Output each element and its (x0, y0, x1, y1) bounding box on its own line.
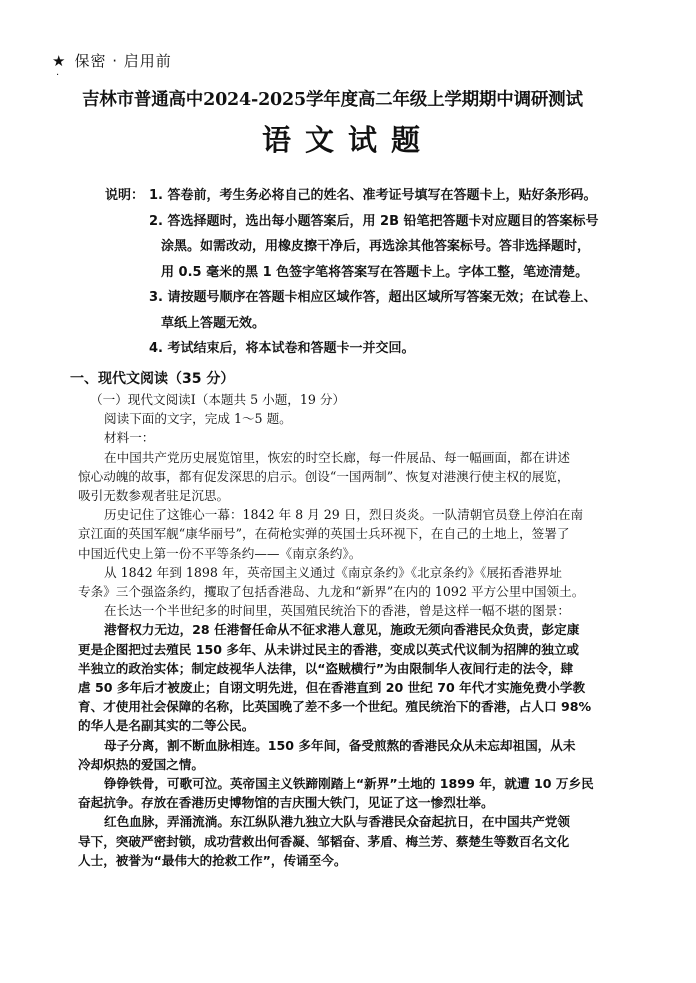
star-icon: ★ (52, 52, 67, 70)
instruction-item: 4. 考试结束后，将本试卷和答题卡一并交回。 (149, 341, 415, 356)
passage-line: 惊心动魄的故事，都有促发深思的启示。创设“一国两制”、恢复对港澳行使主权的展览， (78, 468, 570, 484)
subject-title: 语文试题 (261, 123, 434, 157)
passage-line: 红色血脉，弄涌流淌。东江纵队港九独立大队与香港民众奋起抗日，在中国共产党领 (104, 814, 570, 830)
instruction-text: 用 0.5 毫米的黑 1 色签字笔将答案写在答题卡上。字体工整，笔迹清楚。 (161, 264, 589, 280)
instruction-item: 2. 答选择题时，选出每小题答案后，用 2B 铅笔把答题卡对应题目的答案标号 (149, 213, 599, 229)
passage-line: 阅读下面的文字，完成 1～5 题。 (104, 411, 292, 427)
confidential-mark (52, 50, 172, 71)
passage-line: 半独立的政治实体；制定歧视华人法律，以“盗贼横行”为由限制华人夜间行走的法令，肆 (78, 660, 574, 676)
instruction-text: 草纸上答题无效。 (161, 315, 266, 331)
passage-line: 虐 50 多年后才被废止；自诩文明先进，但在香港直到 20 世纪 70 年代才实施免费小学教 (78, 680, 586, 696)
passage-line: 的华人是名副其实的二等公民。 (78, 718, 255, 734)
passage-line: 导下，突破严密封锁，成功营救出何香凝、邹韬奋、茅盾、梅兰芳、蔡楚生等数百名文化 (78, 833, 570, 849)
confidential-text: 保密 · 启用前 (74, 52, 172, 70)
instruction-item: 3. 请按题号顺序在答题卡相应区域作答，超出区域所写答案无效；在试卷上、 (149, 290, 597, 305)
passage-line: 港督权力无边，28 任港督任命从不征求港人意见，施政无须向香港民众负责，彭定康 (104, 622, 580, 638)
dot-mark: · (56, 70, 60, 81)
passage-line: 专条》三个强盗条约，攫取了包括香港岛、九龙和“新界”在内的 1092 平方公里中国领土。 (78, 584, 585, 600)
material-label: 材料一： (104, 430, 155, 446)
passage-line: 育、才使用社会保障的名称，比英国晚了差不多一个世纪。殖民统治下的香港，占人口 98% (78, 699, 592, 715)
instruction-item (105, 183, 625, 209)
section-heading: 一、现代文阅读（35 分） (70, 371, 235, 387)
passage-line: 奋起抗争。存放在香港历史博物馆的吉庆围大铁门，见证了这一惨烈壮举。 (78, 795, 494, 811)
passage-line: 人士，被誉为“最伟大的抢救工作”，传诵至今。 (78, 852, 347, 868)
passage-line: 母子分离，割不断血脉相连。150 多年间，备受煎熬的香港民众从未忘却祖国，从未 (104, 737, 576, 753)
passage-line: 冷却炽热的爱国之情。 (78, 756, 204, 772)
instructions-label: 说明： (105, 188, 145, 203)
reading-passage (78, 390, 626, 870)
passage-line: 京江面的英国军舰“康华丽号”，在荷枪实弹的英国士兵环视下，在自己的土地上，签署了 (78, 526, 570, 542)
passage-line: 更是企图把过去殖民 150 多年、从未讲过民主的香港，变成以英式代议制为招牌的独立或 (78, 641, 580, 657)
instruction-text: 1. 答卷前，考生务必将自己的姓名、准考证号填写在答题卡上，贴好条形码。 (149, 188, 597, 203)
passage-line: 历史记住了这锥心一幕：1842 年 8 月 29 日，烈日炎炎。一队清朝官员登上停泊在南 (104, 507, 584, 523)
passage-line: 从 1842 年到 1898 年，英帝国主义通过《南京条约》《北京条约》《展拓香港界址 (104, 564, 562, 580)
passage-line: 吸引无数参观者驻足沉思。 (78, 488, 230, 504)
passage-line: 铮铮铁骨，可歌可泣。英帝国主义铁蹄刚踏上“新界”土地的 1899 年，就遭 10 万乡民 (104, 776, 594, 792)
exam-title: 吉林市普通高中2024-2025学年度高二年级上学期期中调研测试 (82, 90, 583, 110)
instructions (105, 183, 625, 362)
question-group-title: （一）现代文阅读Ⅰ（本题共 5 小题，19 分） (90, 392, 346, 407)
passage-line: 中国近代史上第一份不平等条约——《南京条约》。 (78, 545, 362, 561)
instruction-text: 涂黑。如需改动，用橡皮擦干净后，再选涂其他答案标号。答非选择题时， (161, 239, 591, 254)
passage-line: 在长达一个半世纪多的时间里，英国殖民统治下的香港，曾是这样一幅不堪的图景： (104, 603, 570, 619)
passage-line: 在中国共产党历史展览馆里，恢宏的时空长廊，每一件展品、每一幅画面，都在讲述 (104, 449, 570, 465)
